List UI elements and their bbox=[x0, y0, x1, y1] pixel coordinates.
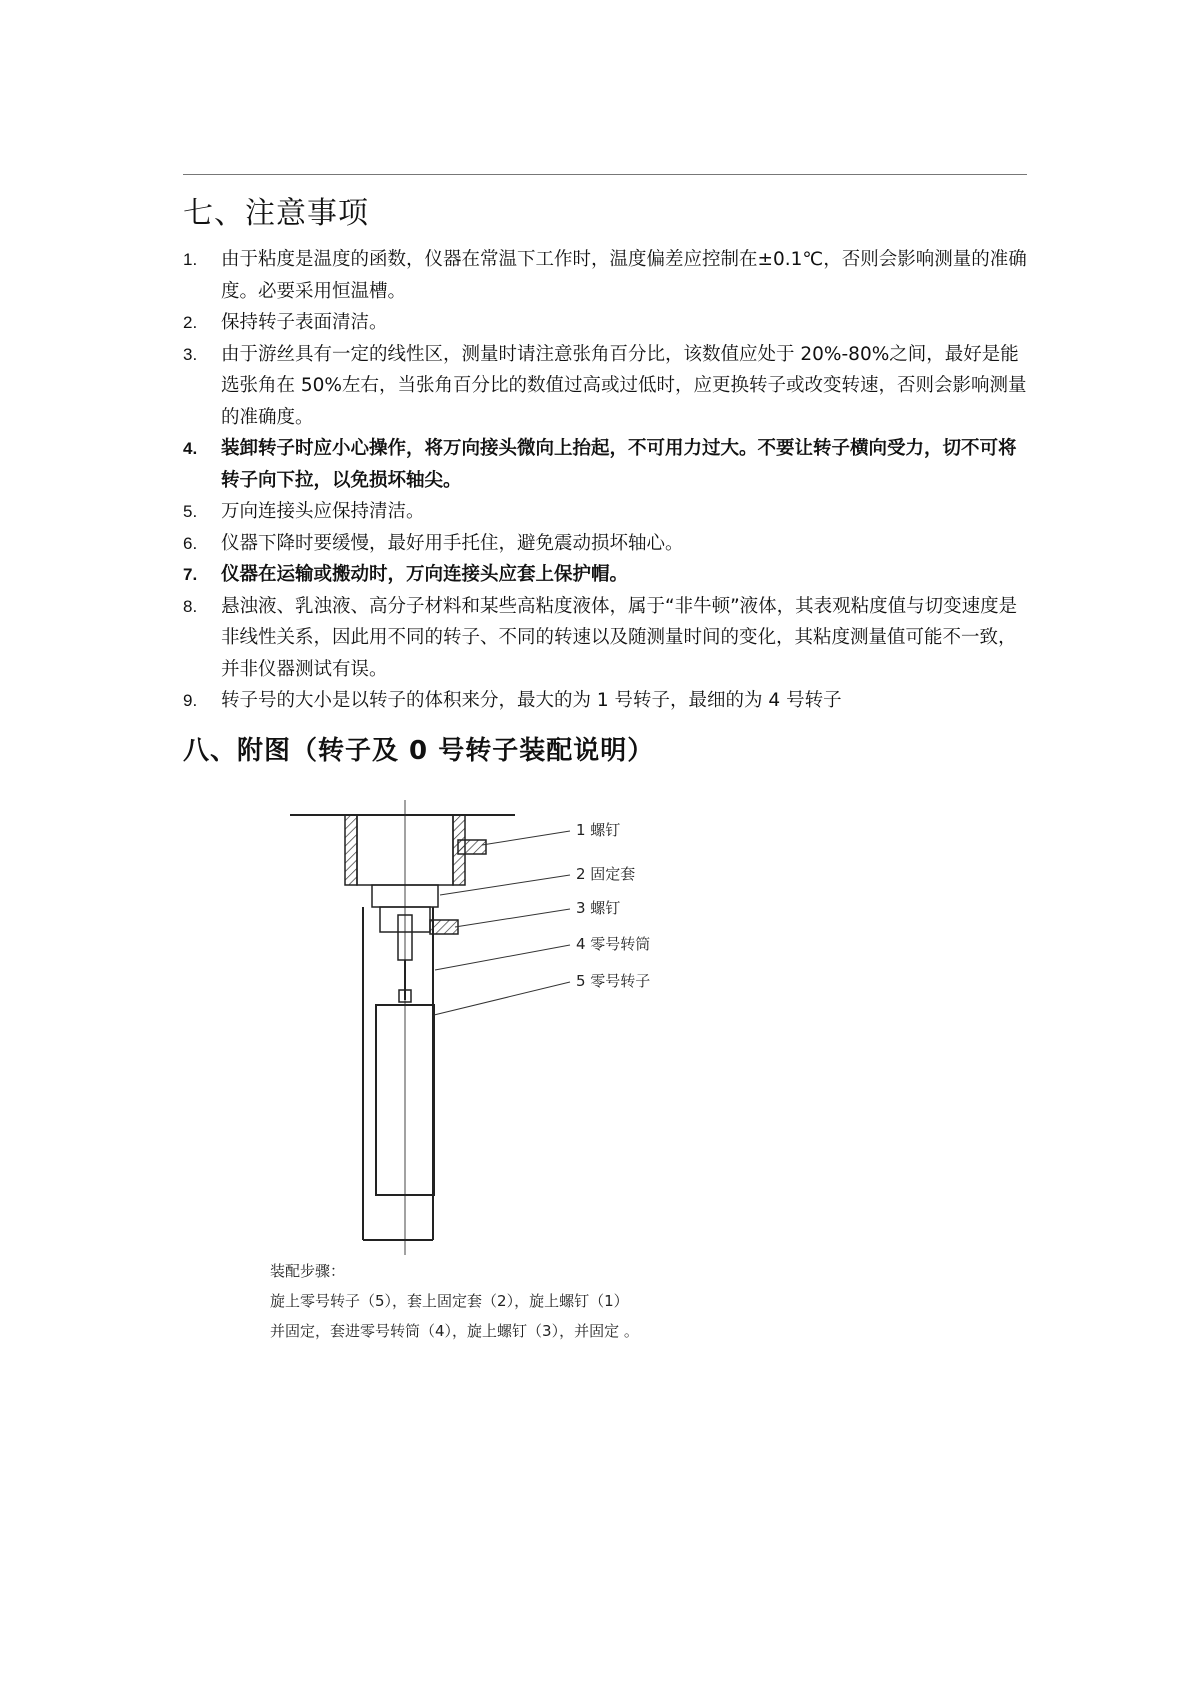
screw-3 bbox=[430, 920, 458, 934]
list-item-text: 保持转子表面清洁。 bbox=[221, 312, 388, 333]
assembly-steps-title: 装配步骤： bbox=[270, 1262, 346, 1280]
notes-list bbox=[183, 244, 1033, 717]
list-item-number: 2. bbox=[183, 313, 198, 332]
list-item bbox=[183, 244, 1033, 307]
list-item bbox=[183, 591, 1033, 686]
list-item-number: 6. bbox=[183, 533, 198, 553]
assembly-steps-line-1: 旋上零号转子（5），套上固定套（2），旋上螺钉（1） bbox=[270, 1292, 629, 1310]
list-item-number: 8. bbox=[183, 596, 198, 616]
header-rule bbox=[183, 174, 1027, 175]
assembly-steps bbox=[270, 1256, 639, 1346]
list-item-number: 3. bbox=[183, 344, 198, 364]
list-item bbox=[183, 307, 1033, 339]
rotor-assembly-diagram bbox=[260, 795, 730, 1295]
list-item bbox=[183, 528, 1033, 560]
leader-line-5 bbox=[434, 982, 570, 1015]
assembly-steps-line-2: 并固定，套进零号转筒（4），旋上螺钉（3），并固定 。 bbox=[270, 1322, 639, 1340]
list-item-text: 悬浊液、乳浊液、高分子材料和某些高粘度液体，属于“非牛顿”液体，其表观粘度值与切变速度是非线性关系，因此用不同的转子、不同的转速以及随测量时间的变化，其粘度测量值可能不一致，并非仪器测试有误。 bbox=[221, 595, 1018, 680]
part-label-5: 5 零号转子 bbox=[576, 972, 651, 990]
list-item-text: 仪器在运输或搬动时，万向连接头应套上保护帽。 bbox=[221, 564, 629, 585]
list-item-text: 仪器下降时要缓慢，最好用手托住，避免震动损坏轴心。 bbox=[221, 532, 684, 554]
list-item bbox=[183, 496, 1033, 528]
list-item-text: 转子号的大小是以转子的体积来分，最大的为 1 号转子，最细的为 4 号转子 bbox=[221, 690, 842, 711]
list-item-number: 7. bbox=[183, 565, 198, 584]
list-item-number: 1. bbox=[183, 250, 198, 269]
part-label-2: 2 固定套 bbox=[576, 865, 636, 883]
part-label-3: 3 螺钉 bbox=[576, 899, 621, 917]
list-item-text: 装卸转子时应小心操作，将万向接头微向上抬起，不可用力过大。不要让转子横向受力，切不可将转子向下拉，以免损坏轴尖。 bbox=[221, 438, 1017, 491]
part-label-4: 4 零号转筒 bbox=[576, 935, 651, 953]
screw-1 bbox=[458, 840, 486, 854]
housing-left-wall bbox=[345, 815, 357, 885]
list-item bbox=[183, 433, 1033, 496]
section-7-title: 七、注意事项 bbox=[183, 196, 369, 231]
list-item-number: 5. bbox=[183, 502, 198, 521]
list-item-text: 由于游丝具有一定的线性区，测量时请注意张角百分比，该数值应处于 20%-80%之间，最好是能选张角在 50%左右，当张角百分比的数值过高或过低时，应更换转子或改变转速，否则会影响测量的准确度。 bbox=[221, 343, 1027, 428]
list-item-text: 万向连接头应保持清洁。 bbox=[221, 501, 425, 522]
leader-line-3 bbox=[455, 909, 570, 927]
leader-line-1 bbox=[482, 831, 570, 845]
list-item-text: 由于粘度是温度的函数，仪器在常温下工作时，温度偏差应控制在±0.1℃，否则会影响测量的准确度。必要采用恒温槽。 bbox=[221, 249, 1027, 302]
list-item-number: 9. bbox=[183, 691, 198, 710]
list-item bbox=[183, 339, 1033, 434]
leader-line-4 bbox=[435, 945, 570, 970]
list-item-number: 4. bbox=[183, 439, 198, 458]
list-item bbox=[183, 685, 1033, 717]
section-8-title: 八、附图（转子及 0 号转子装配说明） bbox=[183, 736, 655, 766]
list-item bbox=[183, 559, 1033, 591]
part-label-1: 1 螺钉 bbox=[576, 821, 621, 839]
